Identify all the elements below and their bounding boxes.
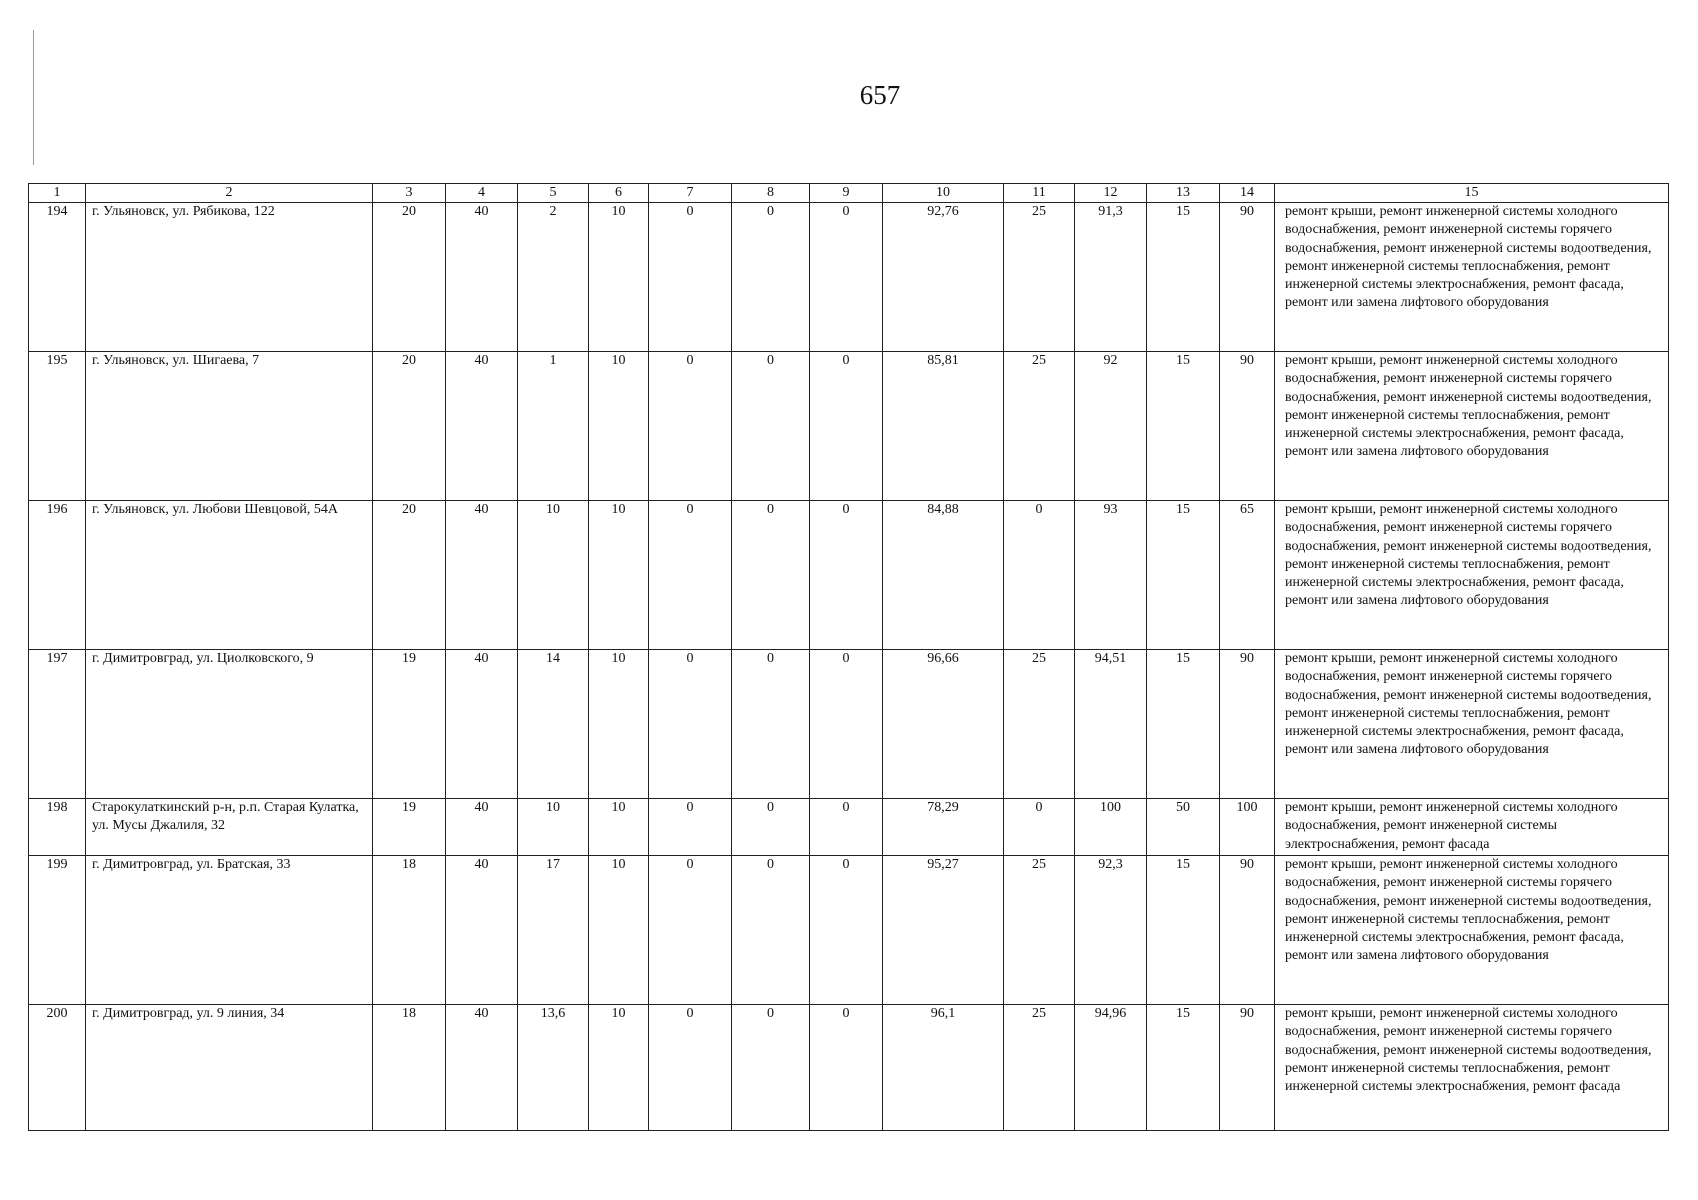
cell-col-6: 10 — [589, 352, 649, 501]
cell-col-8: 0 — [732, 352, 810, 501]
cell-col-9: 0 — [810, 650, 883, 799]
cell-col-4: 40 — [446, 1005, 518, 1131]
column-header-9: 9 — [810, 184, 883, 203]
cell-col-14: 90 — [1220, 1005, 1275, 1131]
cell-col-7: 0 — [649, 856, 732, 1005]
cell-col-8: 0 — [732, 501, 810, 650]
address-cell: г. Димитровград, ул. Братская, 33 — [86, 856, 373, 1005]
cell-col-10: 96,1 — [883, 1005, 1004, 1131]
table-header-row — [29, 184, 1669, 203]
cell-col-11: 25 — [1004, 650, 1075, 799]
column-header-11: 11 — [1004, 184, 1075, 203]
cell-col-9: 0 — [810, 856, 883, 1005]
cell-col-6: 10 — [589, 203, 649, 352]
column-header-3: 3 — [373, 184, 446, 203]
cell-col-5: 2 — [518, 203, 589, 352]
repair-table — [28, 183, 1669, 1131]
address-cell: Старокулаткинский р-н, р.п. Старая Кулатка, ул. Мусы Джалиля, 32 — [86, 799, 373, 856]
cell-col-8: 0 — [732, 650, 810, 799]
cell-col-11: 0 — [1004, 799, 1075, 856]
table-row — [29, 1005, 1669, 1131]
works-cell: ремонт крыши, ремонт инженерной системы холодного водоснабжения, ремонт инженерной системы горячего водоснабжения, ремонт инженерной системы водоотведения, ремонт инженерной системы теплоснабжения, ремонт инженерной системы электроснабжения, ремонт фасада, ремонт или замена лифтового оборудования — [1275, 856, 1669, 1005]
cell-col-12: 94,96 — [1075, 1005, 1147, 1131]
address-cell: г. Димитровград, ул. 9 линия, 34 — [86, 1005, 373, 1131]
cell-col-14: 65 — [1220, 501, 1275, 650]
address-cell: г. Ульяновск, ул. Шигаева, 7 — [86, 352, 373, 501]
cell-col-3: 18 — [373, 1005, 446, 1131]
table-row — [29, 799, 1669, 856]
cell-col-12: 92,3 — [1075, 856, 1147, 1005]
cell-col-9: 0 — [810, 203, 883, 352]
row-number: 194 — [29, 203, 86, 352]
cell-col-12: 94,51 — [1075, 650, 1147, 799]
cell-col-13: 15 — [1147, 352, 1220, 501]
cell-col-8: 0 — [732, 856, 810, 1005]
cell-col-6: 10 — [589, 501, 649, 650]
address-cell: г. Ульяновск, ул. Любови Шевцовой, 54А — [86, 501, 373, 650]
cell-col-4: 40 — [446, 856, 518, 1005]
works-cell: ремонт крыши, ремонт инженерной системы холодного водоснабжения, ремонт инженерной системы горячего водоснабжения, ремонт инженерной системы водоотведения, ремонт инженерной системы теплоснабжения, ремонт инженерной системы электроснабжения, ремонт фасада, ремонт или замена лифтового оборудования — [1275, 352, 1669, 501]
cell-col-7: 0 — [649, 501, 732, 650]
cell-col-13: 15 — [1147, 856, 1220, 1005]
cell-col-14: 100 — [1220, 799, 1275, 856]
cell-col-10: 92,76 — [883, 203, 1004, 352]
cell-col-8: 0 — [732, 1005, 810, 1131]
cell-col-14: 90 — [1220, 856, 1275, 1005]
cell-col-6: 10 — [589, 650, 649, 799]
cell-col-12: 91,3 — [1075, 203, 1147, 352]
cell-col-13: 15 — [1147, 650, 1220, 799]
row-number: 195 — [29, 352, 86, 501]
cell-col-5: 13,6 — [518, 1005, 589, 1131]
cell-col-9: 0 — [810, 501, 883, 650]
cell-col-14: 90 — [1220, 352, 1275, 501]
cell-col-14: 90 — [1220, 203, 1275, 352]
table-row — [29, 501, 1669, 650]
cell-col-13: 50 — [1147, 799, 1220, 856]
cell-col-12: 93 — [1075, 501, 1147, 650]
cell-col-7: 0 — [649, 1005, 732, 1131]
cell-col-11: 25 — [1004, 856, 1075, 1005]
cell-col-13: 15 — [1147, 1005, 1220, 1131]
cell-col-10: 96,66 — [883, 650, 1004, 799]
cell-col-5: 1 — [518, 352, 589, 501]
column-header-14: 14 — [1220, 184, 1275, 203]
row-number: 199 — [29, 856, 86, 1005]
address-cell: г. Ульяновск, ул. Рябикова, 122 — [86, 203, 373, 352]
column-header-5: 5 — [518, 184, 589, 203]
cell-col-4: 40 — [446, 501, 518, 650]
cell-col-12: 92 — [1075, 352, 1147, 501]
works-cell: ремонт крыши, ремонт инженерной системы холодного водоснабжения, ремонт инженерной системы горячего водоснабжения, ремонт инженерной системы водоотведения, ремонт инженерной системы теплоснабжения, ремонт инженерной системы электроснабжения, ремонт фасада, ремонт или замена лифтового оборудования — [1275, 203, 1669, 352]
cell-col-3: 19 — [373, 799, 446, 856]
cell-col-4: 40 — [446, 650, 518, 799]
cell-col-6: 10 — [589, 799, 649, 856]
row-number: 200 — [29, 1005, 86, 1131]
column-header-10: 10 — [883, 184, 1004, 203]
cell-col-8: 0 — [732, 203, 810, 352]
row-number: 196 — [29, 501, 86, 650]
cell-col-11: 25 — [1004, 1005, 1075, 1131]
works-cell: ремонт крыши, ремонт инженерной системы холодного водоснабжения, ремонт инженерной системы горячего водоснабжения, ремонт инженерной системы водоотведения, ремонт инженерной системы теплоснабжения, ремонт инженерной системы электроснабжения, ремонт фасада, ремонт или замена лифтового оборудования — [1275, 650, 1669, 799]
cell-col-5: 10 — [518, 799, 589, 856]
table-row — [29, 203, 1669, 352]
cell-col-7: 0 — [649, 352, 732, 501]
page-number: 657 — [859, 80, 901, 110]
cell-col-10: 84,88 — [883, 501, 1004, 650]
cell-col-12: 100 — [1075, 799, 1147, 856]
works-cell: ремонт крыши, ремонт инженерной системы холодного водоснабжения, ремонт инженерной системы электроснабжения, ремонт фасада — [1275, 799, 1669, 856]
column-header-1: 1 — [29, 184, 86, 203]
row-number: 198 — [29, 799, 86, 856]
row-number: 197 — [29, 650, 86, 799]
column-header-13: 13 — [1147, 184, 1220, 203]
cell-col-7: 0 — [649, 799, 732, 856]
address-cell: г. Димитровград, ул. Циолковского, 9 — [86, 650, 373, 799]
table-row — [29, 650, 1669, 799]
cell-col-3: 19 — [373, 650, 446, 799]
cell-col-5: 14 — [518, 650, 589, 799]
column-header-2: 2 — [86, 184, 373, 203]
cell-col-5: 10 — [518, 501, 589, 650]
cell-col-11: 25 — [1004, 352, 1075, 501]
cell-col-10: 78,29 — [883, 799, 1004, 856]
cell-col-6: 10 — [589, 856, 649, 1005]
cell-col-11: 25 — [1004, 203, 1075, 352]
column-header-12: 12 — [1075, 184, 1147, 203]
cell-col-3: 20 — [373, 352, 446, 501]
column-header-15: 15 — [1275, 184, 1669, 203]
cell-col-8: 0 — [732, 799, 810, 856]
cell-col-4: 40 — [446, 799, 518, 856]
cell-col-6: 10 — [589, 1005, 649, 1131]
table-row — [29, 856, 1669, 1005]
column-header-8: 8 — [732, 184, 810, 203]
cell-col-11: 0 — [1004, 501, 1075, 650]
cell-col-7: 0 — [649, 650, 732, 799]
cell-col-10: 85,81 — [883, 352, 1004, 501]
cell-col-3: 18 — [373, 856, 446, 1005]
cell-col-14: 90 — [1220, 650, 1275, 799]
cell-col-9: 0 — [810, 799, 883, 856]
cell-col-7: 0 — [649, 203, 732, 352]
cell-col-13: 15 — [1147, 501, 1220, 650]
column-header-4: 4 — [446, 184, 518, 203]
cell-col-3: 20 — [373, 501, 446, 650]
works-cell: ремонт крыши, ремонт инженерной системы холодного водоснабжения, ремонт инженерной системы горячего водоснабжения, ремонт инженерной системы водоотведения, ремонт инженерной системы теплоснабжения, ремонт инженерной системы электроснабжения, ремонт фасада — [1275, 1005, 1669, 1131]
cell-col-9: 0 — [810, 352, 883, 501]
column-header-7: 7 — [649, 184, 732, 203]
cell-col-3: 20 — [373, 203, 446, 352]
cell-col-5: 17 — [518, 856, 589, 1005]
cell-col-9: 0 — [810, 1005, 883, 1131]
cell-col-10: 95,27 — [883, 856, 1004, 1005]
cell-col-4: 40 — [446, 203, 518, 352]
cell-col-13: 15 — [1147, 203, 1220, 352]
cell-col-4: 40 — [446, 352, 518, 501]
works-cell: ремонт крыши, ремонт инженерной системы холодного водоснабжения, ремонт инженерной системы горячего водоснабжения, ремонт инженерной системы водоотведения, ремонт инженерной системы теплоснабжения, ремонт инженерной системы электроснабжения, ремонт фасада, ремонт или замена лифтового оборудования — [1275, 501, 1669, 650]
column-header-6: 6 — [589, 184, 649, 203]
table-row — [29, 352, 1669, 501]
